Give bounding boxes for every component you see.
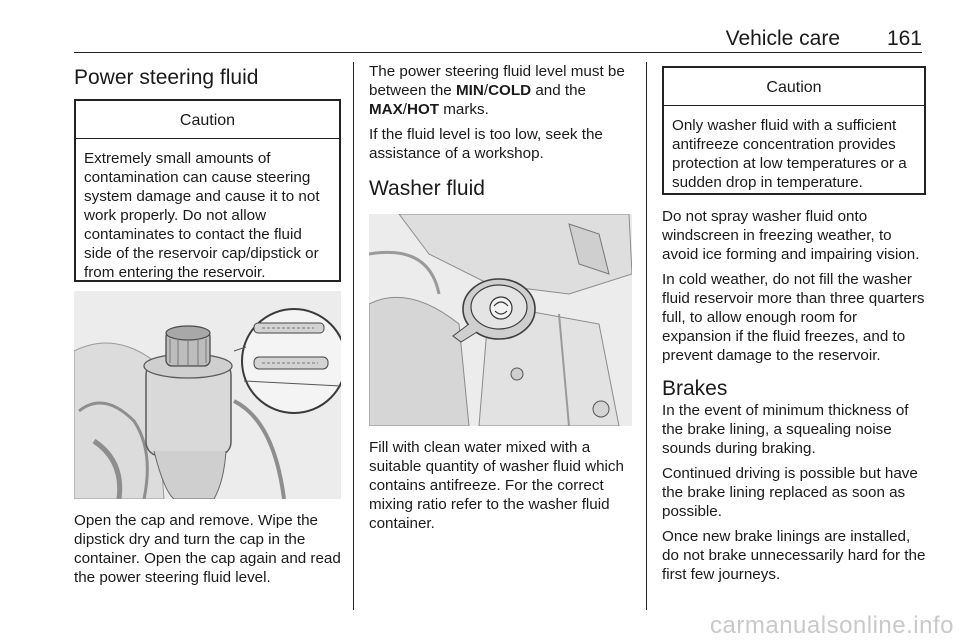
column-divider-1 [353, 62, 354, 610]
page-number: 161 [886, 27, 922, 50]
column-2 [369, 62, 635, 539]
freezing-weather-paragraph: Do not spray washer fluid onto windscreen in freezing weather, to avoid ice forming and impairing vision. [662, 208, 920, 263]
column-3 [662, 62, 926, 590]
new-brake-linings-paragraph: Once new brake linings are installed, do not brake unnecessarily hard for the first few journeys. [662, 528, 926, 583]
column-divider-2 [646, 62, 647, 610]
column-1 [74, 64, 341, 593]
brake-lining-paragraph: In the event of minimum thickness of the brake lining, a squealing noise sounds during braking. [662, 402, 909, 457]
continued-driving-paragraph: Continued driving is possible but have the brake lining replaced as soon as possible. [662, 465, 918, 520]
max-label: MAX [369, 101, 403, 118]
cold-label: COLD [488, 82, 532, 99]
power-steering-reservoir-illustration [74, 291, 341, 499]
running-header-title: Vehicle care [725, 27, 840, 50]
caution-label: Caution [76, 101, 339, 139]
header-rule [74, 52, 922, 53]
power-steering-instructions: Open the cap and remove. Wipe the dipstick dry and turn the cap in the container. Open the cap again and read the power steering fluid level. [74, 512, 341, 586]
cold-weather-paragraph: In cold weather, do not fill the washer fluid reservoir more than three quarters full, to allow enough room for expansion if the fluid freezes, and to prevent damage to the reservoir. [662, 271, 925, 364]
caution-text: Extremely small amounts of contamination can cause steering system damage and cause it to not work properly. Do not allow contaminates to contact the fluid side of the reservoir cap/dipstick or from entering the reservoir. [84, 150, 320, 281]
watermark: carmanualsonline.info [710, 612, 954, 639]
low-fluid-paragraph: If the fluid level is too low, seek the assistance of a workshop. [369, 126, 603, 162]
caution-label: Caution [664, 68, 924, 106]
min-label: MIN [455, 82, 484, 99]
washer-fill-instructions: Fill with clean water mixed with a suitable quantity of washer fluid which contains antifreeze. For the correct mixing ratio refer to the washer fluid container. [369, 439, 624, 532]
washer-fluid-reservoir-illustration [369, 214, 632, 426]
caution-box-washer-fluid [662, 66, 926, 195]
caution-text: Only washer fluid with a sufficient antifreeze concentration provides protection at low temperatures or a sudden drop in temperature. [672, 117, 907, 191]
hot-label: HOT [406, 101, 440, 118]
section-title-brakes: Brakes [662, 377, 728, 400]
section-title-power-steering: Power steering fluid [74, 66, 259, 89]
fluid-level-paragraph: The power steering fluid level must be between the MIN/COLD and the MAX/HOT marks. [369, 63, 625, 118]
caution-box-power-steering [74, 99, 341, 282]
section-title-washer-fluid: Washer fluid [369, 177, 485, 200]
